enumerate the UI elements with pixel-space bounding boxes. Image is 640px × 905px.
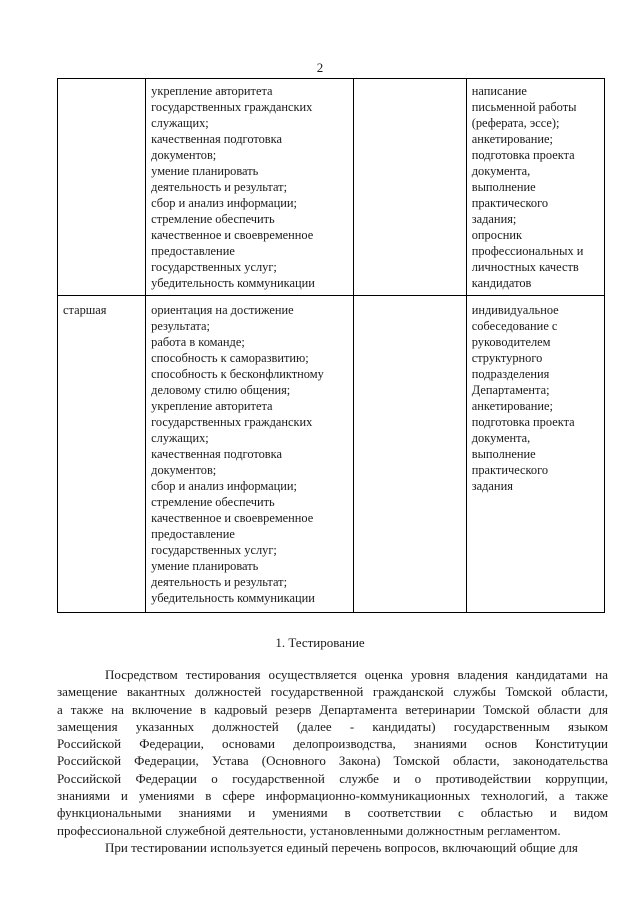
cell-line: стремление обеспечить bbox=[151, 212, 275, 226]
cell-line: написание bbox=[471, 84, 527, 98]
cell-line: структурного bbox=[471, 351, 543, 365]
cell-line: государственных гражданских bbox=[151, 100, 313, 114]
paragraph-line: функциональными знаниями и умениями в соответствии с областью и видом bbox=[57, 805, 608, 821]
cell-line: предоставление bbox=[151, 244, 235, 258]
cell-line: практического bbox=[471, 196, 549, 210]
cell-line: стремление обеспечить bbox=[151, 495, 275, 509]
cell-line: деятельность и результат; bbox=[151, 575, 288, 589]
cell-line: государственных гражданских bbox=[151, 415, 313, 429]
qualities-cell bbox=[146, 296, 353, 613]
paragraph-line: Российской Федерации, Устава (Основного Закона) Томской области, законодательства bbox=[57, 753, 608, 769]
section-title: 1. Тестирование bbox=[275, 635, 365, 650]
cell-line: умение планировать bbox=[151, 164, 259, 178]
cell-line: результата; bbox=[151, 319, 210, 333]
paragraph-2: При тестировании используется единый перечень вопросов, включающий общие для bbox=[105, 839, 578, 855]
cell-line: предоставление bbox=[151, 527, 235, 541]
cell-line: качественное и своевременное bbox=[151, 511, 314, 525]
cell-line: убедительность коммуникации bbox=[151, 276, 315, 290]
cell-line: выполнение bbox=[471, 447, 536, 461]
empty-cell bbox=[353, 296, 466, 613]
paragraph-line: профессиональной служебной деятельности, установленными должностным регламентом. bbox=[57, 822, 561, 838]
table-row bbox=[58, 296, 605, 613]
table-row bbox=[58, 79, 605, 296]
cell-line: подразделения bbox=[471, 367, 550, 381]
paragraph-line: Российской Федерации о государственной службе и о противодействии коррупции, bbox=[57, 770, 608, 786]
paragraph-line: Посредством тестирования осуществляется оценка уровня владения кандидатами на bbox=[105, 667, 608, 682]
paragraph-line: Российской Федерации, основами делопроизводства, знаниями основ Конституции bbox=[57, 736, 608, 752]
cell-line: деловому стилю общения; bbox=[151, 383, 291, 397]
cell-line: ориентация на достижение bbox=[151, 303, 294, 317]
cell-line: задания; bbox=[471, 212, 517, 226]
paragraph-line: замещения указанных должностей (далее - кандидаты) государственным языком bbox=[57, 718, 608, 734]
cell-line: служащих; bbox=[151, 431, 209, 445]
body-text bbox=[57, 666, 608, 856]
cell-line: выполнение bbox=[471, 180, 536, 194]
cell-line: личностных качеств bbox=[471, 260, 579, 274]
cell-line: (реферата, эссе); bbox=[471, 116, 560, 130]
cell-line: государственных услуг; bbox=[151, 260, 277, 274]
cell-line: подготовка проекта bbox=[471, 148, 575, 162]
requirements-table bbox=[57, 78, 605, 613]
cell-line: государственных услуг; bbox=[151, 543, 277, 557]
page-number: 2 bbox=[316, 60, 324, 75]
cell-line: письменной работы bbox=[471, 100, 577, 114]
cell-line: опросник bbox=[471, 228, 523, 242]
group-cell: старшая bbox=[58, 296, 146, 613]
cell-line: документов; bbox=[151, 463, 217, 477]
cell-line: Департамента; bbox=[471, 383, 550, 397]
cell-line: профессиональных и bbox=[471, 244, 584, 258]
cell-line: укрепление авторитета bbox=[151, 399, 273, 413]
cell-line: деятельность и результат; bbox=[151, 180, 288, 194]
cell-line: кандидатов bbox=[471, 276, 532, 290]
cell-line: подготовка проекта bbox=[471, 415, 575, 429]
group-cell bbox=[58, 79, 146, 296]
paragraph-1 bbox=[57, 666, 608, 839]
qualities-cell bbox=[146, 79, 353, 296]
cell-line: служащих; bbox=[151, 116, 209, 130]
cell-line: собеседование с bbox=[471, 319, 558, 333]
cell-line: документа, bbox=[471, 164, 531, 178]
cell-line: документа, bbox=[471, 431, 531, 445]
cell-line: укрепление авторитета bbox=[151, 84, 273, 98]
cell-line: индивидуальное bbox=[471, 303, 559, 317]
cell-line: качественное и своевременное bbox=[151, 228, 314, 242]
cell-line: анкетирование; bbox=[471, 132, 553, 146]
cell-line: качественная подготовка bbox=[151, 447, 282, 461]
cell-line: способность к бесконфликтному bbox=[151, 367, 324, 381]
cell-line: работа в команде; bbox=[151, 335, 245, 349]
empty-cell bbox=[353, 79, 466, 296]
cell-line: сбор и анализ информации; bbox=[151, 196, 297, 210]
paragraph-line: а также на включение в кадровый резерв Департамента ветеринарии Томской области для bbox=[57, 701, 608, 717]
paragraph-line: знаниями и умениями в сфере информационно-коммуникационных технологий, а также bbox=[57, 788, 608, 804]
cell-line: руководителем bbox=[471, 335, 551, 349]
cell-line: документов; bbox=[151, 148, 217, 162]
cell-line: анкетирование; bbox=[471, 399, 553, 413]
cell-line: умение планировать bbox=[151, 559, 259, 573]
cell-line: способность к саморазвитию; bbox=[151, 351, 309, 365]
methods-cell bbox=[466, 296, 604, 613]
cell-line: сбор и анализ информации; bbox=[151, 479, 297, 493]
cell-line: практического bbox=[471, 463, 549, 477]
cell-line: убедительность коммуникации bbox=[151, 591, 315, 605]
methods-cell bbox=[466, 79, 604, 296]
paragraph-line: замещение вакантных должностей государственной гражданской службы Томской области, bbox=[57, 684, 608, 700]
cell-line: задания bbox=[471, 479, 513, 493]
cell-line: качественная подготовка bbox=[151, 132, 282, 146]
